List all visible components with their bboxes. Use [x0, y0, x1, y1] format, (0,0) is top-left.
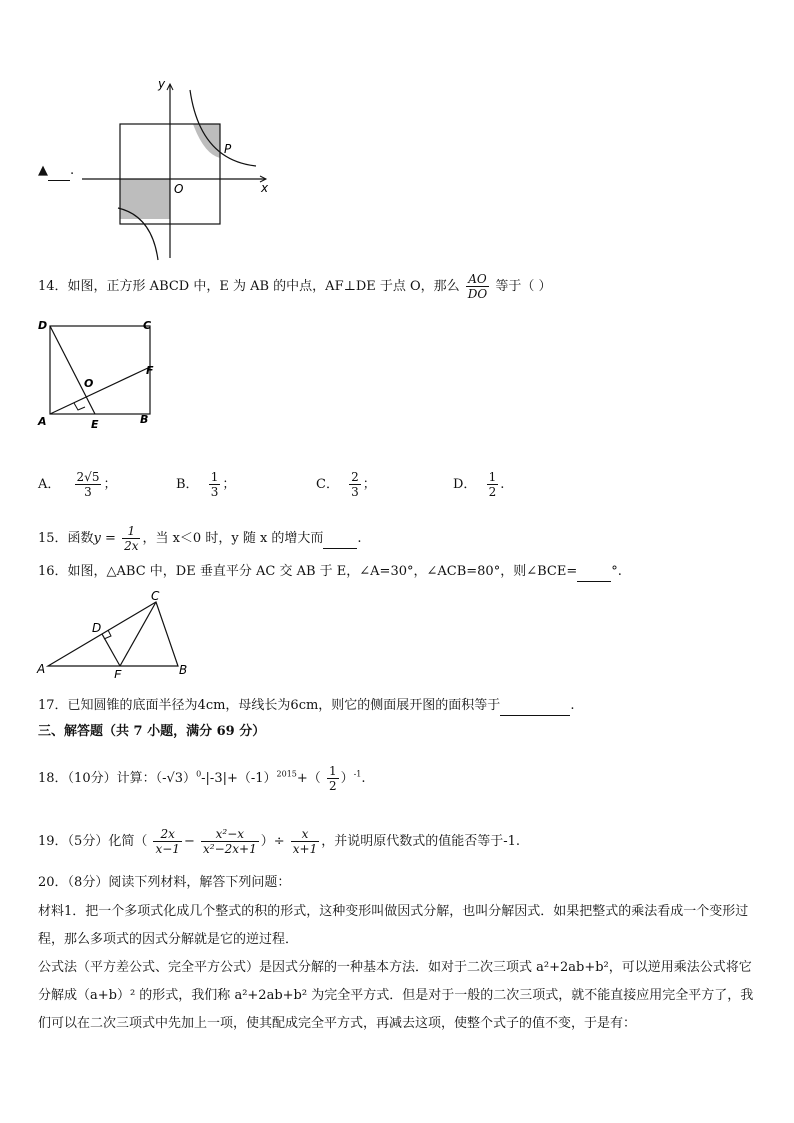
- label-d: D: [38, 319, 48, 332]
- material-paragraph-1: 材料1．把一个多项式化成几个整式的积的形式，这种变形叫做因式分解，也叫分解因式．如果把整式的乘法看成一个变形过程，那么多项式的因式分解就是它的逆过程．: [38, 904, 749, 947]
- option-d: D． $\frac{1}{2}$ .: [453, 470, 505, 499]
- fig16-triangle-figure: [34, 590, 204, 678]
- label-c: C: [151, 590, 160, 603]
- segment-af: [50, 367, 150, 414]
- section-heading: 三、解答题（共 7 小题，满分 69 分）: [38, 724, 266, 739]
- answer-mark: ▲: [38, 163, 48, 178]
- q15: 15．函数y = $\frac{1}{2x}$ ，当 x＜0 时，y 随 x 的增大而 .: [38, 524, 362, 553]
- right-angle-mark: [74, 403, 85, 410]
- shaded-region-lower: [120, 179, 170, 219]
- label-a: A: [37, 662, 46, 676]
- material-paragraph-2: 公式法（平方差公式、完全平方公式）是因式分解的一种基本方法．如对于二次三项式 a²+2ab+b²，可以逆用乘法公式将它分解成（a+b）² 的形式，我们称 a²+2ab+b² 为完全平方式．但是对于一般的二次三项式，就不能直接应用完全平方了，我们可以在二次三项式中先加上一项，使其配成完全平方式，再减去这项，使整个式子的值不变，于是有：: [38, 960, 754, 1031]
- q18: 18．（10分）计算：$(-√3)^0-|-3|+(-1)^{2015}+$（ $\frac{1}{2}$ ）$^{-1}$.: [38, 764, 366, 793]
- label-c: C: [143, 319, 152, 332]
- shaded-region-upper: [193, 124, 220, 158]
- origin-label: O: [174, 182, 184, 196]
- answer-dot: .: [70, 163, 75, 178]
- q14-stem-tail: 等于（ ）: [495, 279, 552, 294]
- option-c: C． $\frac{2}{3}$ ；: [316, 470, 376, 499]
- q14-fraction: $\frac{AO}{DO}$: [467, 272, 488, 301]
- q14-stem: [38, 272, 552, 301]
- fig13-hyperbola-figure: [78, 76, 278, 262]
- label-b: B: [140, 413, 149, 426]
- segment-de: [50, 326, 95, 414]
- label-d: D: [92, 621, 102, 635]
- q14-stem-text: 14．如图，正方形 ABCD 中，E 为 AB 的中点，AF⊥DE 于点 O，那么: [38, 279, 460, 294]
- label-e: E: [114, 668, 122, 678]
- fig14-square-figure: [36, 316, 166, 428]
- q20-title: 20．（8分）阅读下列材料，解答下列问题：: [38, 875, 291, 890]
- triangle-abc: [48, 602, 178, 666]
- option-b: B． $\frac{1}{3}$ ；: [176, 470, 236, 499]
- label-e: E: [91, 418, 99, 428]
- q13-answer: [38, 162, 74, 181]
- label-a: A: [38, 415, 47, 428]
- square-abcd: [50, 326, 150, 414]
- option-a: A． $\frac{2√5}{3}$ ；: [38, 470, 117, 499]
- label-b: B: [179, 663, 188, 677]
- q17: 17．已知圆锥的底面半径为4cm，母线长为6cm，则它的侧面展开图的面积等于 .: [38, 697, 574, 716]
- x-axis-label: x: [261, 181, 269, 195]
- label-o: O: [84, 377, 94, 390]
- q16: 16．如图，△ABC 中，DE 垂直平分 AC 交 AB 于 E，∠A=30°，∠ACB=80°，则∠BCE= °.: [38, 563, 622, 582]
- q19: 19．（5分）化简（ $\frac{2x}{x-1}$ − $\frac{\text{x²−x}}{\text{x²−2x+1}}$ ）÷ $\frac{x}{x+1}$ ，并说明原代数式的值能否等于-1.: [38, 827, 521, 856]
- point-p-label: P: [224, 142, 232, 156]
- answer-blank: [48, 162, 70, 181]
- label-f: F: [146, 364, 154, 377]
- y-axis-label: y: [158, 77, 166, 91]
- segment-ce: [120, 602, 156, 666]
